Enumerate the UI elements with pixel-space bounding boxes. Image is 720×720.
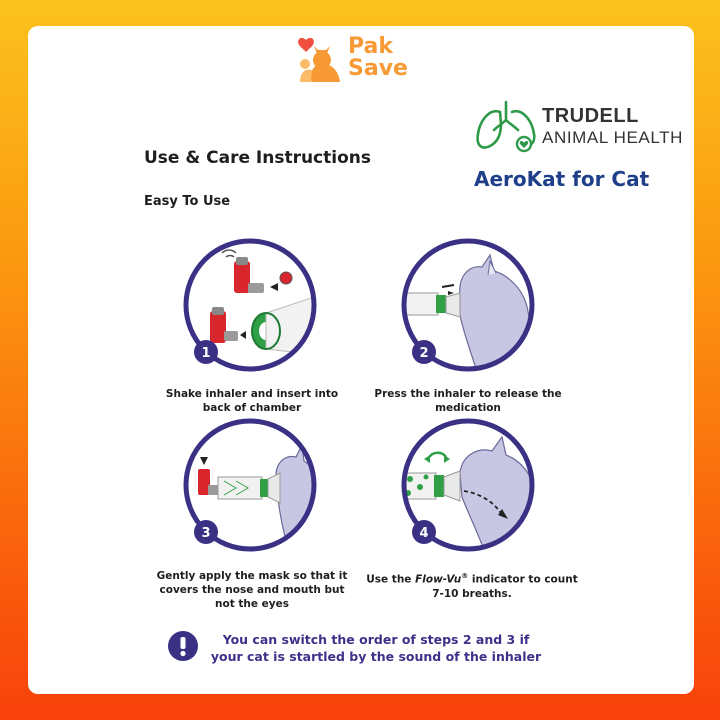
exclamation-icon — [167, 630, 199, 662]
manufacturer-name: TRUDELL — [542, 105, 639, 127]
step-2-illustration — [398, 235, 538, 375]
brand-line2: Save — [348, 56, 408, 81]
step-3-illustration — [180, 415, 320, 555]
step-1-caption: Shake inhaler and insert into back of chamber — [165, 388, 339, 414]
brand-line1: Pak — [348, 34, 394, 59]
lungs-icon — [474, 100, 538, 154]
order-note: You can switch the order of steps 2 and 3 if your cat is startled by the sound of the inhaler — [210, 632, 542, 664]
product-title: AeroKat for Cat — [474, 167, 650, 191]
section-subheading: Easy To Use — [144, 194, 231, 209]
step-4-number: 4 — [419, 526, 429, 541]
step-4-caption-em: Flow-Vu — [415, 573, 462, 586]
trudell-logo — [474, 100, 683, 154]
step-3-caption: Gently apply the mask so that it covers the nose and mouth but not the eyes — [156, 570, 348, 610]
step-4-caption-post: indicator to count 7-10 breaths. — [432, 573, 578, 600]
pet-logo-icon — [296, 32, 346, 84]
step-4-caption — [366, 569, 578, 601]
step-2-caption: Press the inhaler to release the medication — [374, 388, 562, 414]
step-3-number: 3 — [201, 526, 211, 541]
manufacturer-division: ANIMAL HEALTH — [542, 128, 683, 147]
step-4-illustration — [398, 415, 538, 555]
step-4-caption-pre: Use the — [366, 573, 416, 586]
step-2-number: 2 — [419, 346, 429, 361]
step-4-caption-reg: ® — [461, 572, 469, 580]
step-1-illustration — [180, 235, 320, 375]
step-1-number: 1 — [201, 346, 211, 361]
page-heading: Use & Care Instructions — [144, 148, 371, 168]
paksave-logo — [296, 32, 408, 84]
